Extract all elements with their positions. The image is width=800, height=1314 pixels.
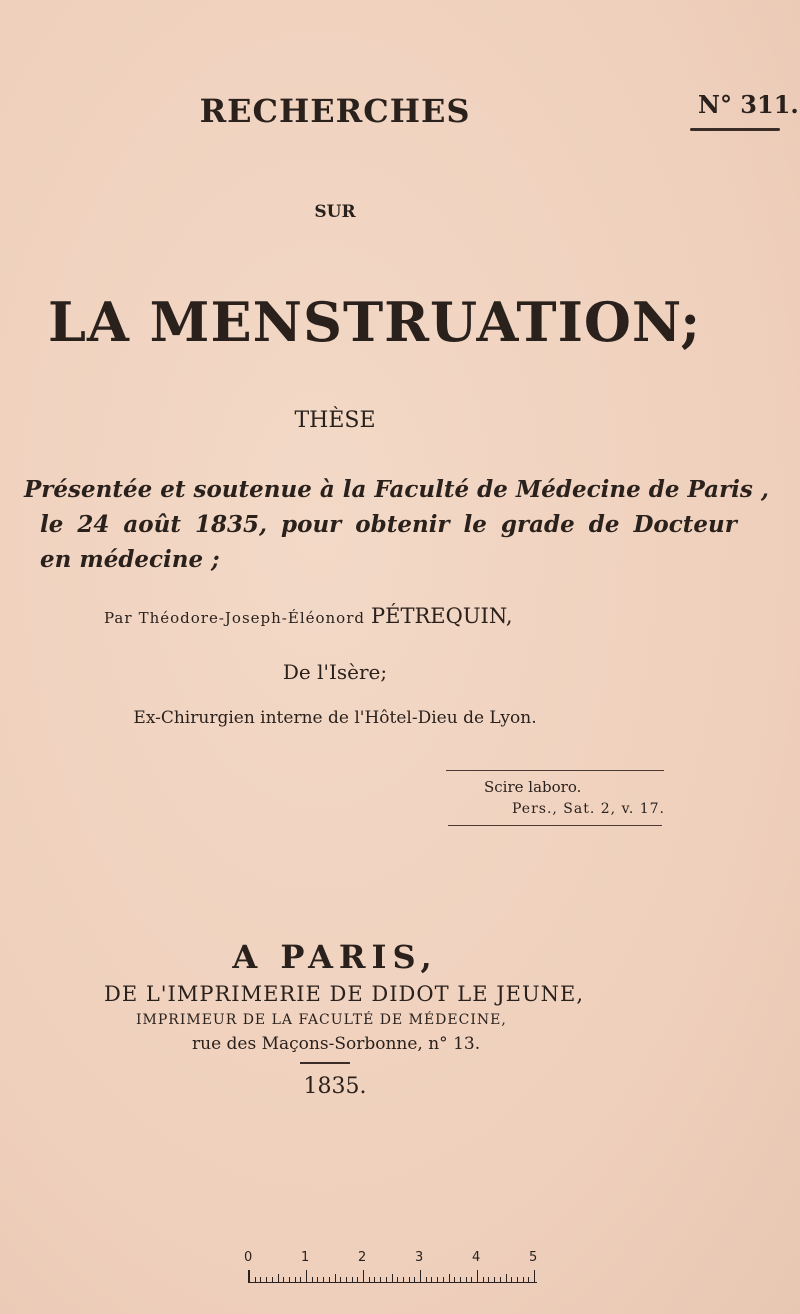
- presentation-statement: [24, 472, 769, 577]
- number-underline: [690, 128, 780, 131]
- scale-tick: [374, 1277, 375, 1282]
- scale-tick: [494, 1277, 495, 1282]
- scale-tick: [528, 1277, 529, 1282]
- scale-tick: [534, 1270, 535, 1282]
- scale-label: 4: [472, 1250, 481, 1265]
- scale-tick: [454, 1277, 455, 1282]
- scale-tick: [255, 1277, 256, 1282]
- sur-label: SUR: [314, 202, 356, 222]
- epigraph: Scire laboro.: [484, 778, 582, 796]
- scale-tick: [420, 1270, 421, 1282]
- these-label: THÈSE: [294, 408, 376, 433]
- document-number: N° 311.: [698, 90, 799, 119]
- year-rule: [300, 1062, 350, 1064]
- author-origin: De l'Isère;: [282, 660, 388, 684]
- scale-tick: [249, 1270, 250, 1282]
- publication-year: 1835.: [303, 1074, 367, 1099]
- scale-tick: [477, 1270, 478, 1282]
- scale-tick: [363, 1270, 364, 1282]
- scale-tick: [414, 1277, 415, 1282]
- scale-label: 5: [529, 1250, 538, 1265]
- author-prefix: Par: [104, 609, 133, 627]
- scale-tick: [260, 1277, 261, 1282]
- measurement-scale: [244, 1250, 538, 1284]
- scale-tick: [471, 1277, 472, 1282]
- place-of-publication: A PARIS,: [232, 938, 438, 976]
- scale-tick: [460, 1277, 461, 1282]
- motto-rule-top: [446, 770, 664, 771]
- scale-tick: [466, 1277, 467, 1282]
- scale-tick: [266, 1277, 267, 1282]
- scale-tick: [517, 1277, 518, 1282]
- scale-tick: [449, 1274, 450, 1282]
- scale-tick: [397, 1277, 398, 1282]
- epigraph-reference: Pers., Sat. 2, v. 17.: [512, 801, 665, 817]
- scale-bar: [248, 1270, 537, 1283]
- scale-tick: [283, 1277, 284, 1282]
- main-title: LA MENSTRUATION;: [48, 290, 702, 354]
- scale-tick: [278, 1274, 279, 1282]
- motto-rule-bottom: [448, 825, 662, 826]
- scale-tick: [317, 1277, 318, 1282]
- scale-tick: [443, 1277, 444, 1282]
- scale-tick: [431, 1277, 432, 1282]
- scale-tick: [511, 1277, 512, 1282]
- author-surname: PÉTREQUIN,: [371, 604, 513, 628]
- scale-tick: [335, 1274, 336, 1282]
- scale-tick: [306, 1270, 307, 1282]
- scale-tick: [403, 1277, 404, 1282]
- scale-tick: [500, 1277, 501, 1282]
- scale-tick: [409, 1277, 410, 1282]
- scale-tick: [323, 1277, 324, 1282]
- scale-label: 2: [358, 1250, 367, 1265]
- heading: RECHERCHES: [199, 92, 471, 130]
- scale-tick: [352, 1277, 353, 1282]
- scale-tick: [437, 1277, 438, 1282]
- author-line: [104, 604, 513, 628]
- scale-tick: [295, 1277, 296, 1282]
- presentation-line: Présentée et soutenue à la Faculté de Médecine de Paris ,: [24, 476, 769, 503]
- scale-tick: [329, 1277, 330, 1282]
- scale-tick: [386, 1277, 387, 1282]
- scale-tick: [340, 1277, 341, 1282]
- scale-tick: [483, 1277, 484, 1282]
- scale-tick: [289, 1277, 290, 1282]
- scale-tick: [312, 1277, 313, 1282]
- scale-tick: [506, 1274, 507, 1282]
- scale-tick: [272, 1277, 273, 1282]
- scale-tick: [392, 1274, 393, 1282]
- scale-tick: [488, 1277, 489, 1282]
- author-given-names: Théodore-Joseph-Éléonord: [138, 609, 365, 627]
- author-position: Ex-Chirurgien interne de l'Hôtel-Dieu de Lyon.: [133, 708, 537, 728]
- presentation-line: en médecine ;: [40, 546, 220, 573]
- scale-tick: [426, 1277, 427, 1282]
- scale-tick: [523, 1277, 524, 1282]
- scale-tick: [380, 1277, 381, 1282]
- scale-tick: [346, 1277, 347, 1282]
- scale-tick: [357, 1277, 358, 1282]
- scale-tick: [300, 1277, 301, 1282]
- scale-label: 1: [301, 1250, 310, 1265]
- scale-label: 0: [244, 1250, 253, 1265]
- printer-address: rue des Maçons-Sorbonne, n° 13.: [192, 1034, 481, 1054]
- scale-tick: [369, 1277, 370, 1282]
- printer-title: IMPRIMEUR DE LA FACULTÉ DE MÉDECINE,: [136, 1012, 507, 1028]
- presentation-line: le 24 août 1835, pour obtenir le grade de Docteur: [40, 511, 737, 538]
- printer: DE L'IMPRIMERIE DE DIDOT LE JEUNE,: [104, 982, 585, 1006]
- scale-label: 3: [415, 1250, 424, 1265]
